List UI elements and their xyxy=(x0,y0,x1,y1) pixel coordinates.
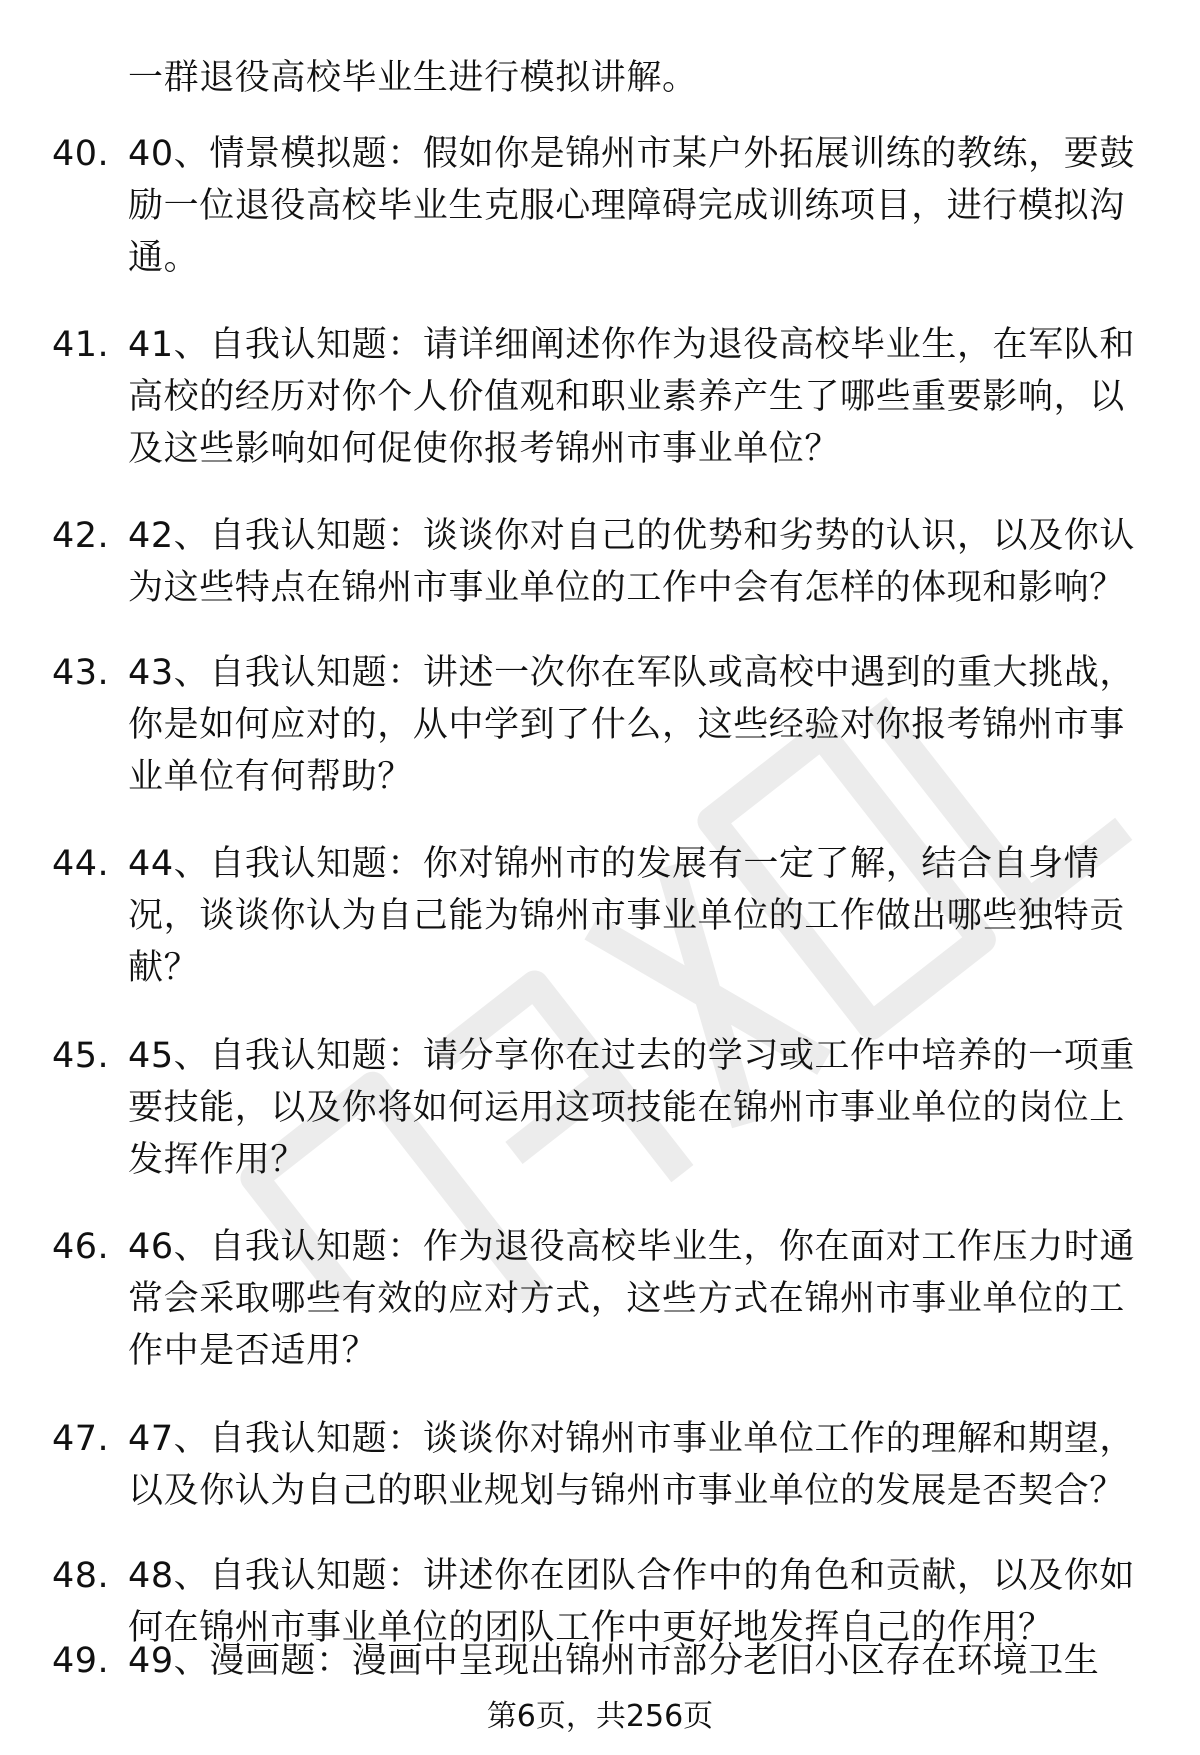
list-item-number: 45. xyxy=(52,1036,110,1076)
list-item-text: 40、情景模拟题：假如你是锦州市某户外拓展训练的教练，要鼓励一位退役高校毕业生克服心理障碍完成训练项目，进行模拟沟通。 xyxy=(128,134,1135,278)
list-item-text: 44、自我认知题：你对锦州市的发展有一定了解，结合自身情况，谈谈你认为自己能为锦州市事业单位的工作做出哪些独特贡献？ xyxy=(128,844,1125,988)
list-item-number: 44. xyxy=(52,844,110,884)
intro-fragment-text: 一群退役高校毕业生进行模拟讲解。 xyxy=(128,58,698,98)
list-item-number: 47. xyxy=(52,1419,110,1459)
list-item-text: 48、自我认知题：讲述你在团队合作中的角色和贡献，以及你如何在锦州市事业单位的团队工作中更好地发挥自己的作用？ xyxy=(128,1556,1135,1648)
list-item-text: 49、漫画题：漫画中呈现出锦州市部分老旧小区存在环境卫生 xyxy=(128,1641,1100,1681)
list-item-text: 47、自我认知题：谈谈你对锦州市事业单位工作的理解和期望，以及你认为自己的职业规划与锦州市事业单位的发展是否契合？ xyxy=(128,1419,1135,1511)
list-item-number: 43. xyxy=(52,653,110,693)
list-item-number: 41. xyxy=(52,325,110,365)
list-item-number: 46. xyxy=(52,1227,110,1267)
page-footer: 第6页，共256页 xyxy=(486,1699,714,1734)
list-item-number: 40. xyxy=(52,134,110,174)
list-item-text: 45、自我认知题：请分享你在过去的学习或工作中培养的一项重要技能，以及你将如何运用这项技能在锦州市事业单位的岗位上发挥作用？ xyxy=(128,1036,1135,1180)
list-item-text: 42、自我认知题：谈谈你对自己的优势和劣势的认识，以及你认为这些特点在锦州市事业单位的工作中会有怎样的体现和影响？ xyxy=(128,516,1135,608)
list-item-text: 43、自我认知题：讲述一次你在军队或高校中遇到的重大挑战，你是如何应对的，从中学到了什么，这些经验对你报考锦州市事业单位有何帮助？ xyxy=(128,653,1135,797)
list-item-number: 42. xyxy=(52,516,110,556)
list-item-text: 46、自我认知题：作为退役高校毕业生，你在面对工作压力时通常会采取哪些有效的应对方式，这些方式在锦州市事业单位的工作中是否适用？ xyxy=(128,1227,1135,1371)
list-item-text: 41、自我认知题：请详细阐述你作为退役高校毕业生，在军队和高校的经历对你个人价值观和职业素养产生了哪些重要影响，以及这些影响如何促使你报考锦州市事业单位？ xyxy=(128,325,1135,469)
list-item-number: 48. xyxy=(52,1556,110,1596)
list-item-number: 49. xyxy=(52,1641,110,1681)
